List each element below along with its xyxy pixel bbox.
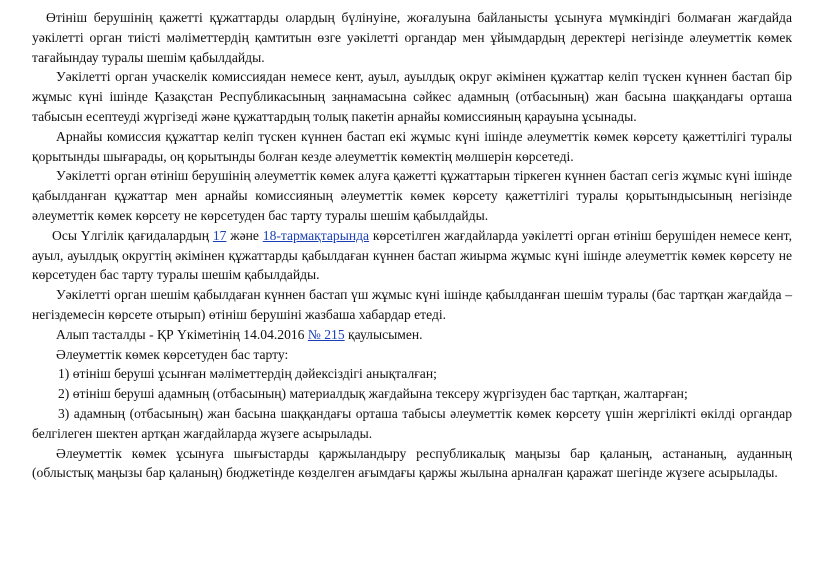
- paragraph-5-text-mid: және: [226, 227, 263, 243]
- paragraph-6: Уәкілетті орган шешім қабылдаған күннен бастап үш жұмыс күні ішінде қабылданған шешім туралы (бас тартқан жағдайда – негіздемесін көрсете отырып) өтініш берушіні жазбаша хабардар етеді.: [32, 287, 792, 322]
- paragraph-5-text-before: Осы Үлгілік қағидалардың: [52, 227, 213, 243]
- link-item-17[interactable]: 17: [212, 227, 227, 243]
- list-item-3: 3) адамның (отбасының) жан басына шаққандағы орташа табысы әлеуметтік көмек көрсету үшін жергілікті өкілді органдар белгілеген шектен артқан жағдайларда жүзеге асырылады.: [32, 405, 792, 441]
- paragraph-5: [32, 226, 792, 285]
- paragraph-3: Арнайы комиссия құжаттар келіп түскен күннен бастап екі жұмыс күні ішінде әлеуметтік көмек көрсету қажеттілігі туралы қорытынды шығарады, оң қорытынды болған кезде әлеуметтік көмектің мөлшерін көрсетеді.: [32, 128, 792, 164]
- paragraph-8: Әлеуметтік көмек көрсетуден бас тарту:: [56, 346, 289, 362]
- paragraph-1: Өтініш берушінің қажетті құжаттарды олардың бүлінуіне, жоғалуына байланысты ұсынуға мүмкіндігі болмаған жағдайда уәкілетті орган тиісті мәліметтердің қамтитын өзге уәкілетті органдар мен ұйымдардың деректері негізінде әлеуметтік көмек тағайындау туралы шешім қабылдайды.: [32, 10, 792, 65]
- paragraph-2: Уәкілетті орган учаскелік комиссиядан немесе кент, ауыл, ауылдық округ әкімінен құжаттар келіп түскен күннен бастап бір жұмыс күні ішінде Қазақстан Республикасының заңнамасына сәйкес адамның (отбасының) жан басына шаққандағы орташа табысын есептеуді жүргізеді және құжаттардың толық пакетін арнайы комиссияның қарауына ұсынады.: [32, 69, 792, 124]
- list-item-1: 1) өтініш беруші ұсынған мәліметтердің дәйексіздігі анықталған;: [58, 366, 437, 382]
- paragraph-7: [32, 325, 792, 345]
- paragraph-5-text-after: көрсетілген жағдайларда уәкілетті орган өтініш берушіден немесе кент, ауыл, ауылдық округтің әкімінен құжаттарды қабылдаған күннен бастап жиырма жұмыс күні ішінде әлеуметтік көмек көрсету не көрсетуден бас тарту туралы шешім қабылдайды.: [32, 227, 792, 283]
- link-decree-215[interactable]: № 215: [307, 326, 345, 342]
- paragraph-7-text-before: Алып тасталды - ҚР Үкіметінің 14.04.2016: [56, 326, 308, 342]
- link-items-18[interactable]: 18-тармақтарында: [262, 227, 370, 243]
- paragraph-7-text-after: қаулысымен.: [344, 326, 423, 342]
- list-item-2: 2) өтініш беруші адамның (отбасының) материалдық жағдайына тексеру жүргізуден бас тартқан, жалтарған;: [58, 386, 688, 402]
- paragraph-12: Әлеуметтік көмек ұсынуға шығыстарды қаржыландыру республикалық маңызы бар қаланың, астананың, ауданның (облыстық маңызы бар қаланың) бюджетінде көзделген ағымдағы қаржы жылына арналған қаражат шегінде жүзеге асырылады.: [32, 445, 792, 481]
- paragraph-4: Уәкілетті орган өтініш берушінің әлеуметтік көмек алуға қажетті құжаттарын тіркеген күннен бастап сегіз жұмыс күні ішінде қабылданған құжаттар мен арнайы комиссияның әлеуметтік көмек көрсету қажеттілігі туралы қорытындысының негізінде әлеуметтік көмек көрсету не көрсетуден бас тарту туралы шешім қабылдайды.: [32, 168, 792, 223]
